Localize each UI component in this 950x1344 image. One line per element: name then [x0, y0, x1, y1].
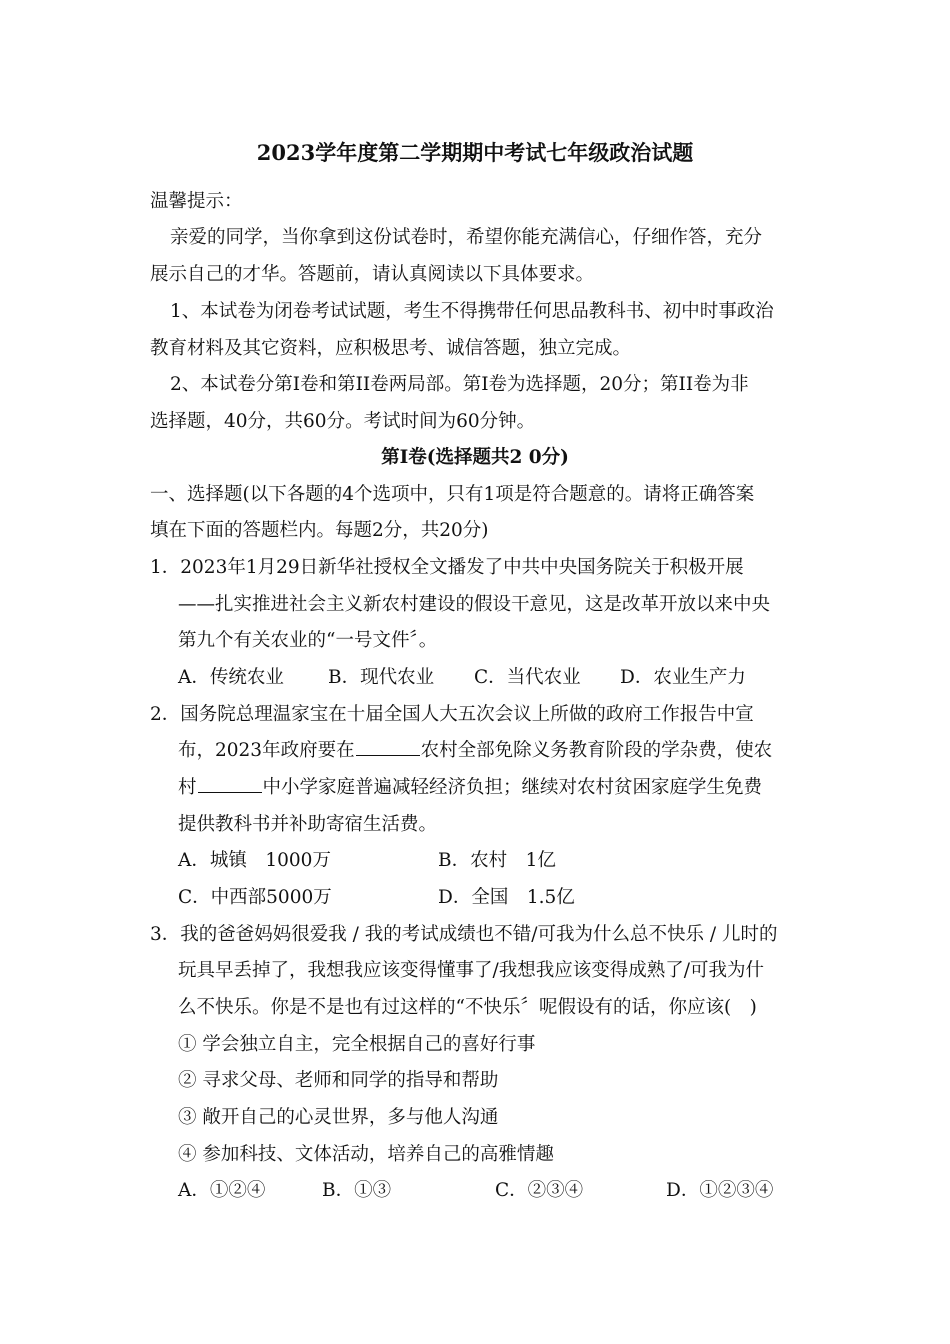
question-2-line-2-end: 农村全部免除义务教育阶段的学杂费，使农: [420, 740, 773, 761]
section-intro-line-2: 填在下面的答题栏内。每题2分，共20分): [150, 520, 489, 541]
answer-blank-1: [356, 739, 420, 756]
answer-blank-2: [198, 776, 262, 793]
question-2-line-2-start: 布，2023年政府要在: [178, 740, 355, 761]
question-2-option-d: D．全国 1.5亿: [438, 887, 575, 908]
question-3-option-d: D．①②③④: [666, 1180, 774, 1201]
question-3-line-2: 玩具早丢掉了，我想我应该变得懂事了/我想我应该变得成熟了/可我为什: [178, 960, 764, 981]
section-heading: 第I卷(选择题共2 0分): [381, 447, 569, 468]
question-1-option-d: D．农业生产力: [620, 667, 746, 688]
tips-paragraph-3-line-2: 选择题，40分，共60分。考试时间为60分钟。: [150, 411, 536, 432]
question-2-option-b: B．农村 1亿: [438, 850, 556, 871]
section-intro-line-1: 一、选择题(以下各题的4个选项中，只有1项是符合题意的。请将正确答案: [150, 484, 755, 505]
question-3-statement-2: ② 寻求父母、老师和同学的指导和帮助: [178, 1070, 499, 1091]
question-3-statement-3: ③ 敞开自己的心灵世界，多与他人沟通: [178, 1107, 499, 1128]
question-3-option-a: A．①②④: [178, 1180, 266, 1201]
question-1-option-a: A．传统农业: [178, 667, 284, 688]
tips-paragraph-3-line-1: 2、本试卷分第I卷和第II卷两局部。第I卷为选择题，20分；第II卷为非: [170, 374, 749, 395]
question-1-line-2: ——扎实推进社会主义新农村建设的假设干意见，这是改革开放以来中央: [178, 594, 771, 615]
question-2-line-3: [178, 776, 762, 800]
question-1-option-c: C．当代农业: [474, 667, 581, 688]
question-2-option-a: A．城镇 1000万: [178, 850, 331, 871]
question-1-line-1: 1．2023年1月29日新华社授权全文播发了中共中央国务院关于积极开展: [150, 557, 744, 578]
question-3-option-b: B．①③: [322, 1180, 392, 1201]
question-3-line-1: 3．我的爸爸妈妈很爱我 / 我的考试成绩也不错/可我为什么总不快乐 / 儿时的: [150, 924, 778, 945]
tips-paragraph-1-line-1: 亲爱的同学，当你拿到这份试卷时，希望你能充满信心，仔细作答，充分: [170, 227, 763, 248]
question-3-line-3: 么不快乐。你是不是也有过这样的“不快乐〞呢假设有的话，你应该( ): [178, 997, 757, 1018]
page-title: 2023学年度第二学期期中考试七年级政治试题: [256, 140, 694, 165]
question-2-line-2: [178, 739, 772, 763]
question-2-line-3-start: 村: [178, 777, 197, 798]
question-2-option-c: C．中西部5000万: [178, 887, 332, 908]
question-1-line-3: 第九个有关农业的“一号文件〞。: [178, 630, 438, 651]
question-2-line-1: 2．国务院总理温家宝在十届全国人大五次会议上所做的政府工作报告中宣: [150, 704, 754, 725]
question-3-statement-4: ④ 参加科技、文体活动，培养自己的高雅情趣: [178, 1144, 554, 1165]
question-1-option-b: B．现代农业: [328, 667, 435, 688]
tips-paragraph-2-line-2: 教育材料及其它资料，应积极思考、诚信答题，独立完成。: [150, 338, 632, 359]
tips-label: 温馨提示：: [150, 191, 243, 212]
tips-paragraph-2-line-1: 1、本试卷为闭卷考试试题，考生不得携带任何思品教科书、初中时事政治: [170, 301, 774, 322]
question-3-statement-1: ① 学会独立自主，完全根据自己的喜好行事: [178, 1034, 536, 1055]
question-2-line-4: 提供教科书并补助寄宿生活费。: [178, 814, 438, 835]
tips-paragraph-1-line-2: 展示自己的才华。答题前，请认真阅读以下具体要求。: [150, 264, 595, 285]
question-3-option-c: C．②③④: [495, 1180, 584, 1201]
question-2-line-3-end: 中小学家庭普遍减轻经济负担；继续对农村贫困家庭学生免费: [262, 777, 763, 798]
